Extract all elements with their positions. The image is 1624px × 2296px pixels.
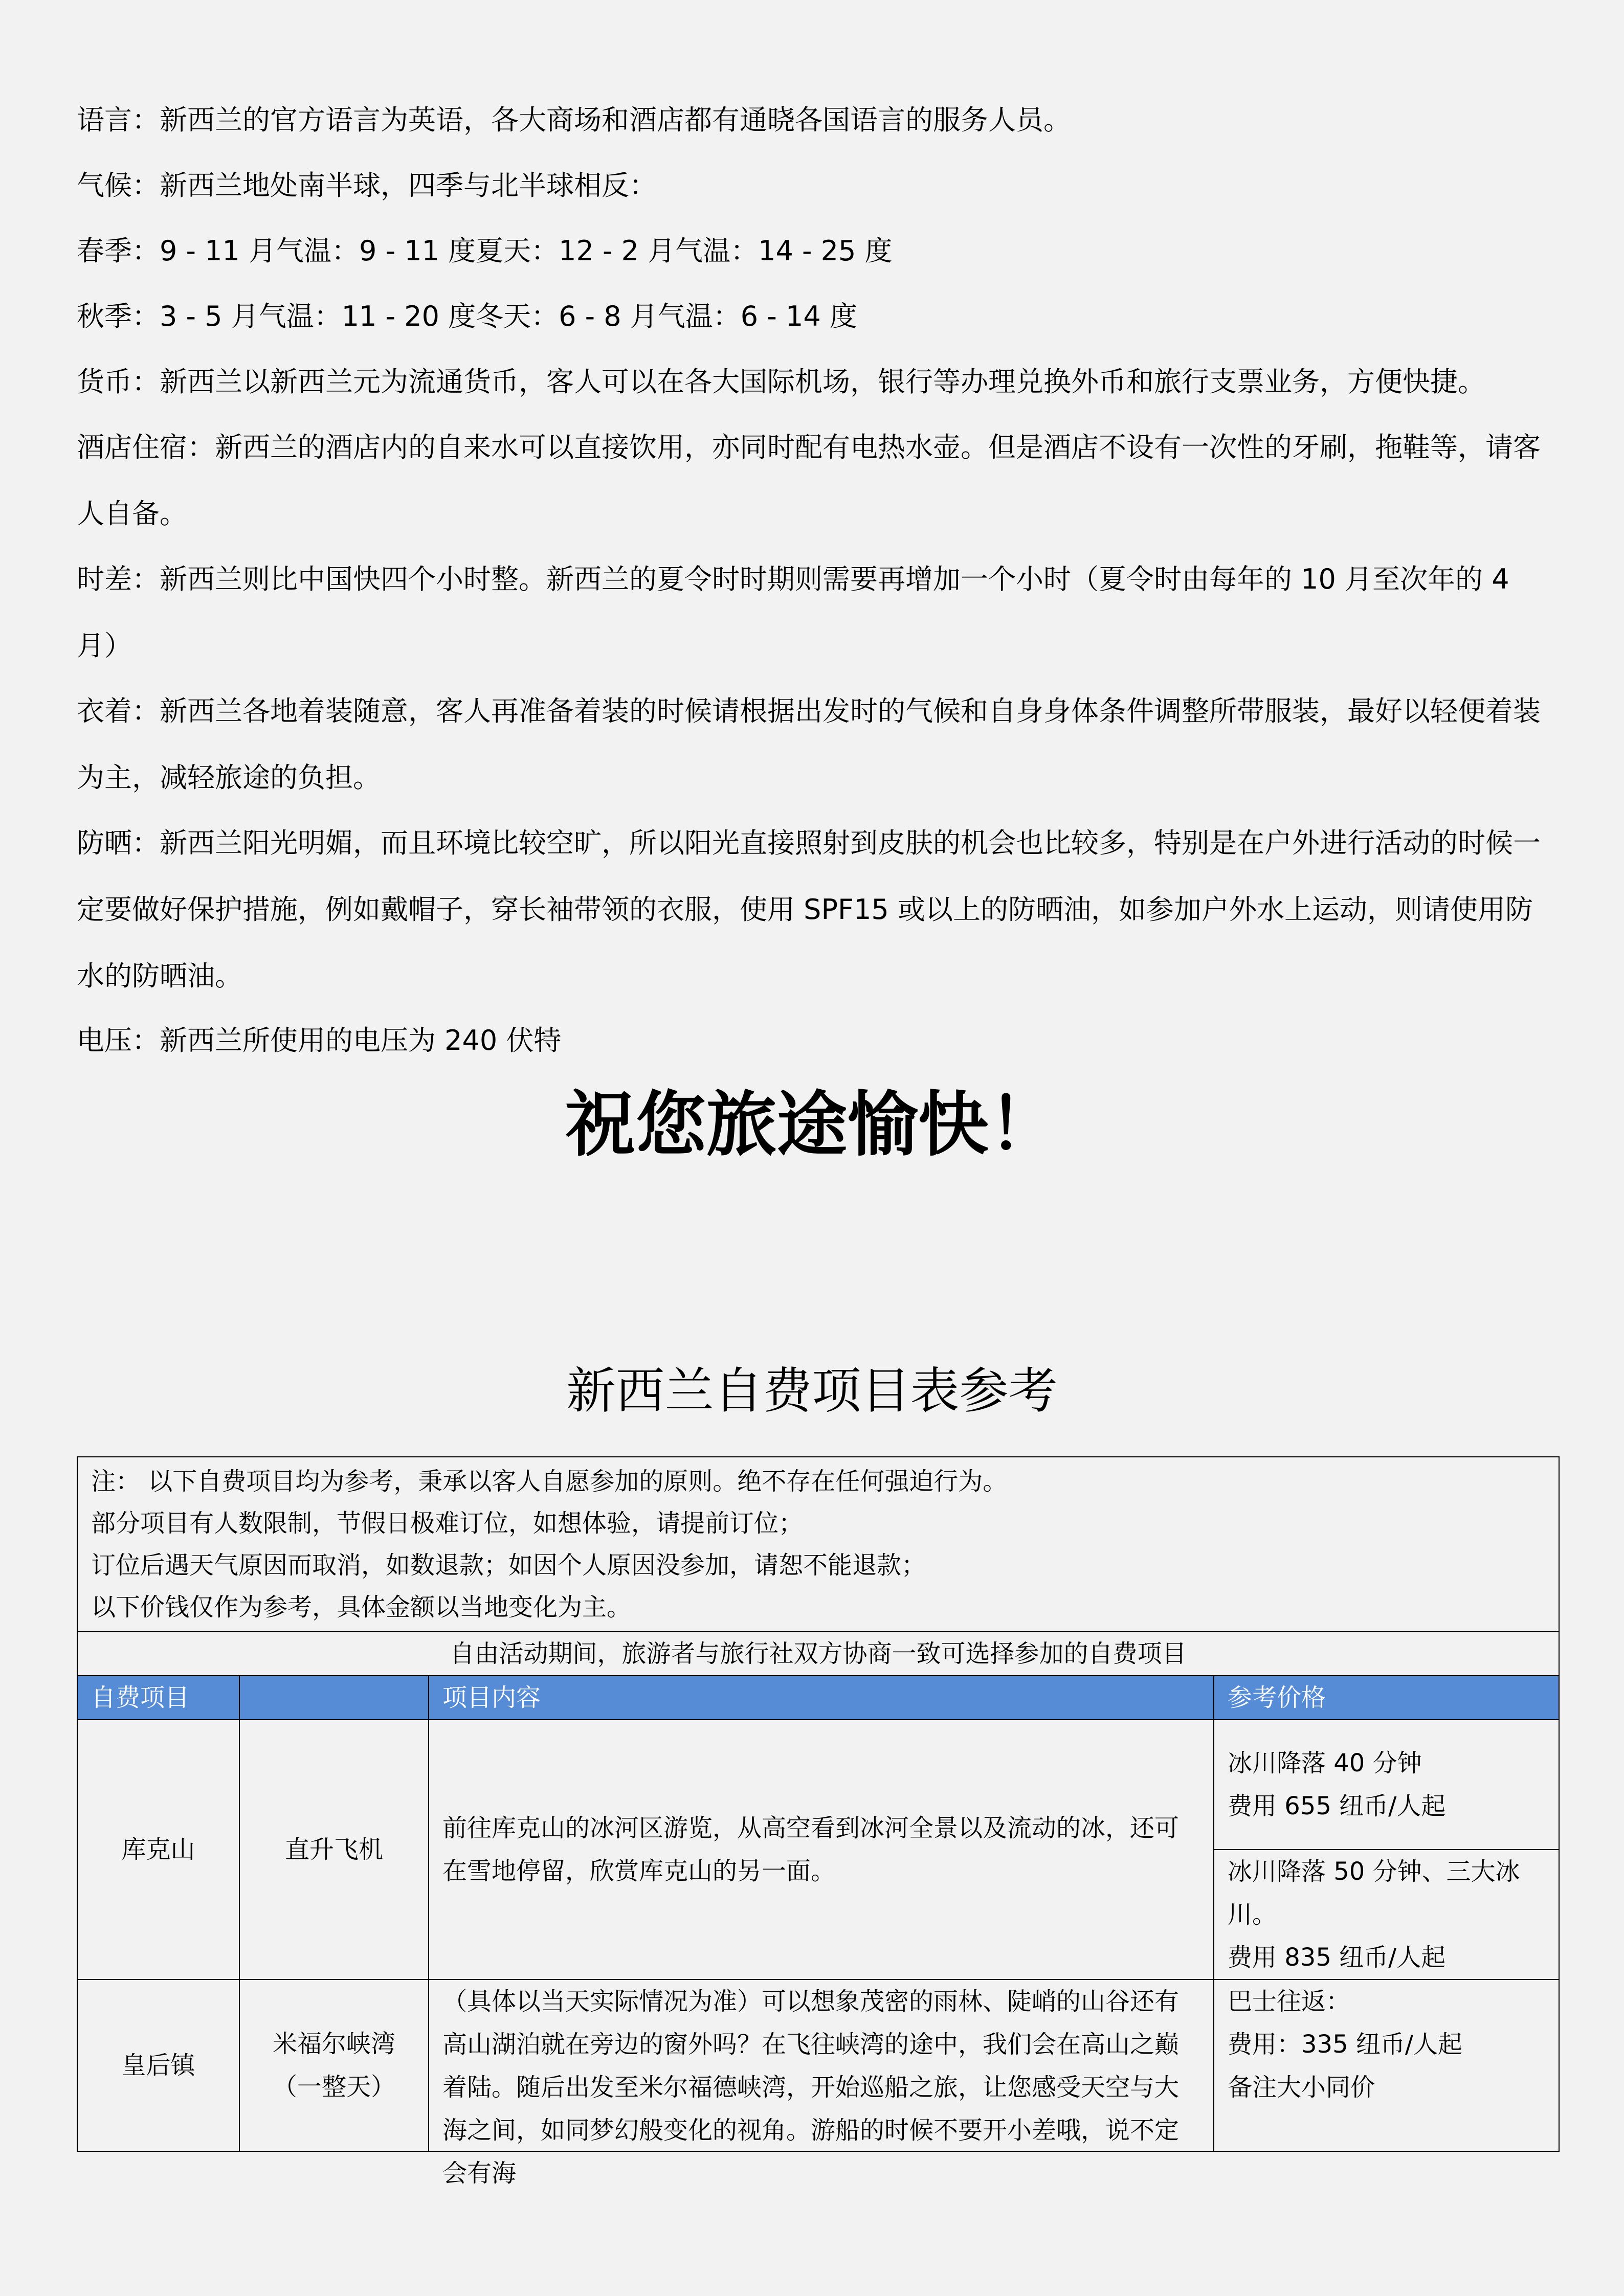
item-cell [239,1979,429,2151]
paragraph-currency: 货币：新西兰以新西兰元为流通货币，客人可以在各大国际机场，银行等办理兑换外币和旅行支票业务，方便快捷。 [77,366,1485,398]
price-cell [1214,1720,1559,1850]
table-subtitle: 自由活动期间，旅游者与旅行社双方协商一致可选择参加的自费项目 [77,1632,1559,1676]
header-cell-content: 项目内容 [429,1676,1214,1720]
table-row [77,1979,1559,2151]
note-line: 注： 以下自费项目均为参考，秉承以客人自愿参加的原则。绝不存在任何强迫行为。 [91,1467,1008,1496]
place-cell: 库克山 [77,1720,239,1979]
item-cell: 直升飞机 [239,1720,429,1979]
greeting-heading: 祝您旅途愉快！ [565,1084,1059,1166]
notes-cell [77,1457,1559,1632]
notes-row [77,1457,1559,1632]
header-cell-project: 自费项目 [77,1676,239,1720]
paragraph-language: 语言：新西兰的官方语言为英语，各大商场和酒店都有通晓各国语言的服务人员。 [77,104,1071,136]
price-cell [1214,1979,1559,2151]
paragraph-hotel: 酒店住宿：新西兰的酒店内的自来水可以直接饮用，亦同时配有电热水壶。但是酒店不设有一次性的牙刷，拖鞋等，请客人自备。 [77,431,1541,530]
header-cell-blank [239,1676,429,1720]
header-cell-price: 参考价格 [1214,1676,1559,1720]
note-line: 订位后遇天气原因而取消，如数退款；如因个人原因没参加，请恕不能退款； [91,1551,926,1580]
paragraph-clothing: 衣着：新西兰各地着装随意，客人再准备着装的时候请根据出发时的气候和自身身体条件调整所带服装，最好以轻便着装为主，减轻旅途的负担。 [77,695,1541,794]
item-line: （一整天） [272,2073,395,2101]
price-line: 费用 655 纽币/人起 [1228,1792,1446,1820]
table-title: 新西兰自费项目表参考 [566,1362,1058,1420]
price-line: 备注大小同价 [1228,2073,1375,2102]
paragraph-autumn-winter: 秋季：3 - 5 月气温：11 - 20 度冬天：6 - 8 月气温：6 - 14 度 [77,300,857,332]
paragraph-voltage: 电压：新西兰所使用的电压为 240 伏特 [77,1024,562,1056]
price-line: 费用：335 纽币/人起 [1228,2030,1463,2059]
subtitle-row [77,1632,1559,1676]
price-cell [1214,1850,1559,1979]
content-cell: 前往库克山的冰河区游览，从高空看到冰河全景以及流动的冰，还可在雪地停留，欣赏库克山的另一面。 [429,1720,1214,1979]
note-line: 部分项目有人数限制，节假日极难订位，如想体验，请提前订位； [91,1509,804,1538]
paragraph-spring-summer: 春季：9 - 11 月气温：9 - 11 度夏天：12 - 2 月气温：14 - 25 度 [77,235,893,267]
header-row [77,1676,1559,1720]
optional-activities-table [77,1456,1560,2188]
paragraph-time-difference: 时差：新西兰则比中国快四个小时整。新西兰的夏令时时期则需要再增加一个小时（夏令时由每年的 10 月至次年的 4 月） [77,563,1509,662]
paragraph-climate: 气候：新西兰地处南半球，四季与北半球相反： [77,169,657,201]
item-line: 米福尔峡湾 [272,2030,395,2058]
content-text: （具体以当天实际情况为准）可以想象茂密的雨林、陡峭的山谷还有高山湖泊就在旁边的窗外吗？在飞往峡湾的途中，我们会在高山之巅着陆。随后出发至米尔福德峡湾，开始巡船之旅，让您感受天空与大海之间，如同梦幻般变化的视角。游船的时候不要开小差哦，说不定会有海 [442,1987,1180,2188]
optional-activities-table-wrapper [77,1456,1559,2188]
place-cell: 皇后镇 [77,1979,239,2151]
price-line: 冰川降落 50 分钟、三大冰川。 [1228,1857,1520,1929]
table-row [77,1720,1559,1850]
content-cell [429,1979,1214,2188]
price-line: 费用 835 纽币/人起 [1228,1943,1446,1972]
price-line: 巴士往返： [1228,1987,1351,2016]
paragraph-sunscreen: 防晒：新西兰阳光明媚，而且环境比较空旷，所以阳光直接照射到皮肤的机会也比较多，特别是在户外进行活动的时候一定要做好保护措施，例如戴帽子，穿长袖带领的衣服，使用 SPF15 或以上的防晒油，如参加户外水上运动，则请使用防水的防晒油。 [77,827,1541,992]
price-line: 冰川降落 40 分钟 [1228,1749,1422,1777]
note-line: 以下价钱仅作为参考，具体金额以当地变化为主。 [91,1593,632,1622]
